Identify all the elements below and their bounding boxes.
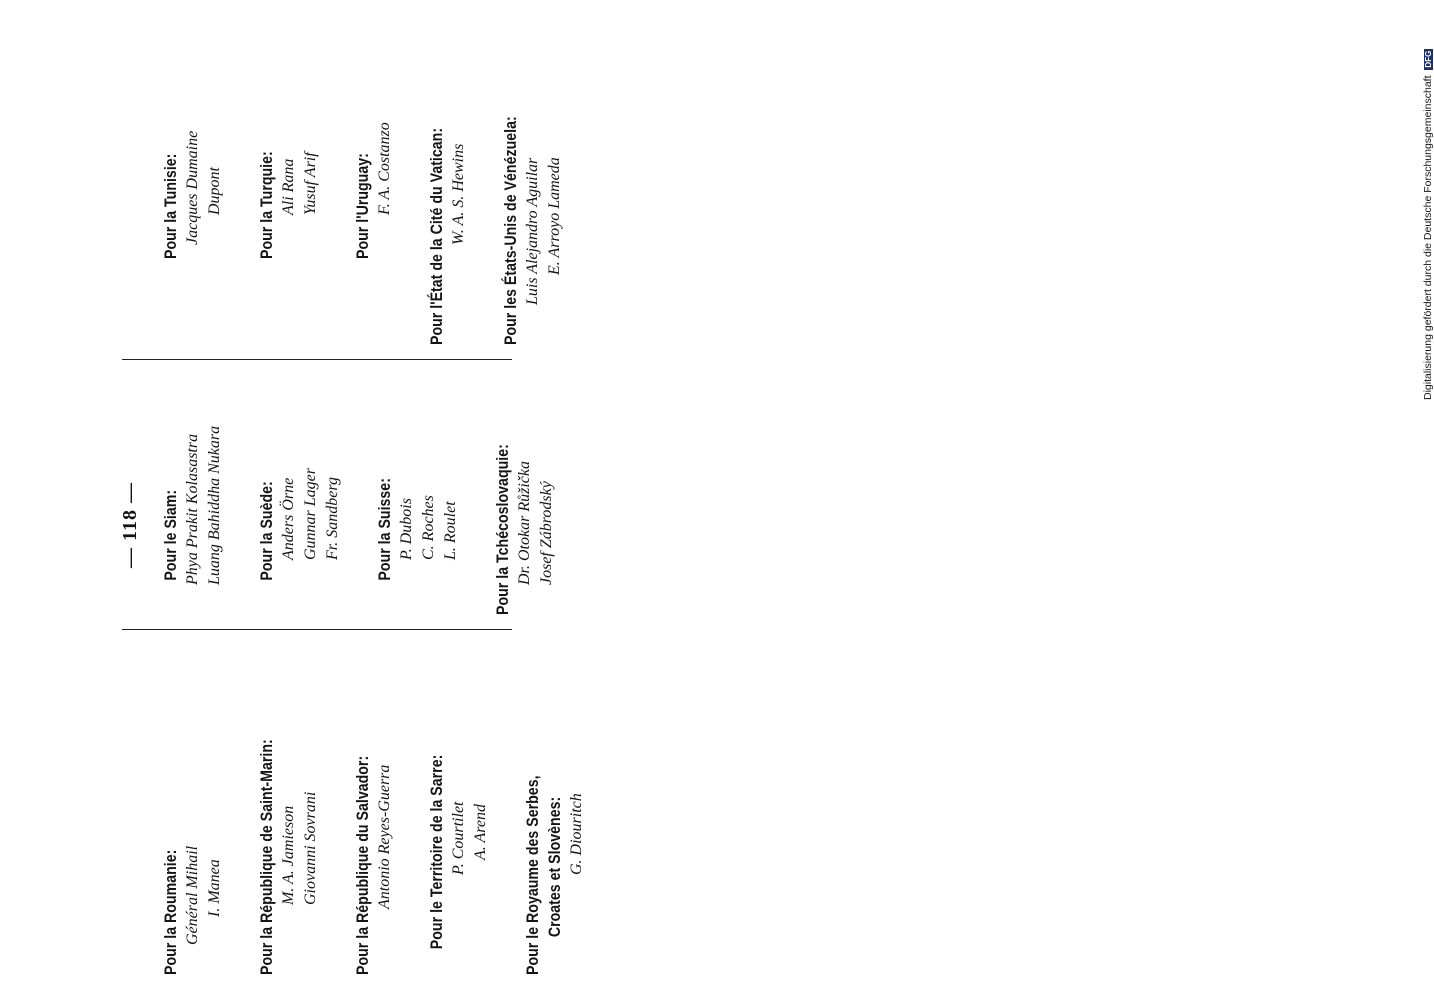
country-heading: Pour l'Uruguay: [354,153,372,259]
signature-block [426,70,470,345]
signer-name: Luang Bahiddha Nukara [206,425,223,585]
signer-name: E. Arroyo Lameda [546,157,563,275]
signer-name: C. Roches [420,495,437,560]
country-heading: Pour la Tchécoslovaquie: [494,444,512,615]
digitization-note-text: Digitalisierung gefördert durch die Deutsche Forschungsgemeinschaft [1422,75,1434,400]
signer-name: I. Manea [206,859,223,917]
country-heading: Pour la Roumanie: [162,849,180,975]
column-2 [160,340,588,615]
page-number: — 118 — [119,482,141,568]
country-heading: Pour la Turquie: [258,151,276,259]
signer-name: A. Arend [472,804,489,860]
country-heading: Pour la République du Salvador: [354,755,372,975]
country-heading: Pour le Siam: [162,489,180,581]
signer-name: M. A. Jamieson [280,805,297,905]
signer-name: Fr. Sandberg [324,477,341,560]
signature-block [160,70,226,345]
signer-name: Gunnar Lager [302,467,319,560]
signer-name: Anders Örne [280,477,297,560]
column-divider [122,629,512,630]
digitization-note [1422,49,1434,400]
signer-name: L. Roulet [442,501,459,560]
column-1 [160,700,618,975]
country-heading: Pour la Tunisie: [162,153,180,259]
signer-name: Jacques Dumaine [184,130,201,245]
signature-block [374,340,462,615]
signature-block [352,700,396,975]
signature-block [522,700,588,975]
signer-name: Phya Prakit Kolasastra [184,433,201,585]
column-divider [122,359,512,360]
signature-block [256,340,344,615]
signature-block [352,70,396,345]
signer-name: P. Courtilet [450,801,467,875]
signer-name: Yusuf Arif [302,152,319,215]
signer-name: Ali Rana [280,158,297,215]
signer-name: Luis Alejandro Aguilar [524,157,541,305]
signer-name: Général Mihail [184,845,201,945]
signature-block [160,340,226,615]
dfg-logo: DFG [1423,50,1433,68]
signature-block [492,340,558,615]
signature-block [500,70,566,345]
signer-name: Dr. Otokar Růžička [516,461,533,585]
signer-name: F. A. Costanzo [376,122,393,215]
signer-name: P. Dubois [398,498,415,560]
country-heading-cont: Croates et Slovènes: [546,796,564,938]
signature-block [426,700,492,975]
signer-name: G. Diouritch [568,793,585,875]
signer-name: W. A. S. Hewins [450,143,467,245]
country-heading: Pour la République de Saint-Marin: [258,739,276,975]
country-heading: Pour les États-Unis de Vénézuela: [502,116,520,345]
country-heading: Pour le Royaume des Serbes, [524,775,542,975]
signer-name: Antonio Reyes-Guerra [376,764,393,909]
column-3 [160,70,596,345]
country-heading: Pour l'État de la Cité du Vatican: [428,127,446,345]
rotated-page [110,65,585,985]
signer-name: Josef Zábrodský [538,481,555,585]
signature-block [256,700,322,975]
country-heading: Pour le Territoire de la Sarre: [428,754,446,950]
signer-name: Dupont [206,167,223,215]
signer-name: Giovanni Sovrani [302,791,319,905]
country-heading: Pour la Suède: [258,481,276,581]
signature-block [160,700,226,975]
country-heading: Pour la Suisse: [376,478,394,581]
signature-block [256,70,322,345]
